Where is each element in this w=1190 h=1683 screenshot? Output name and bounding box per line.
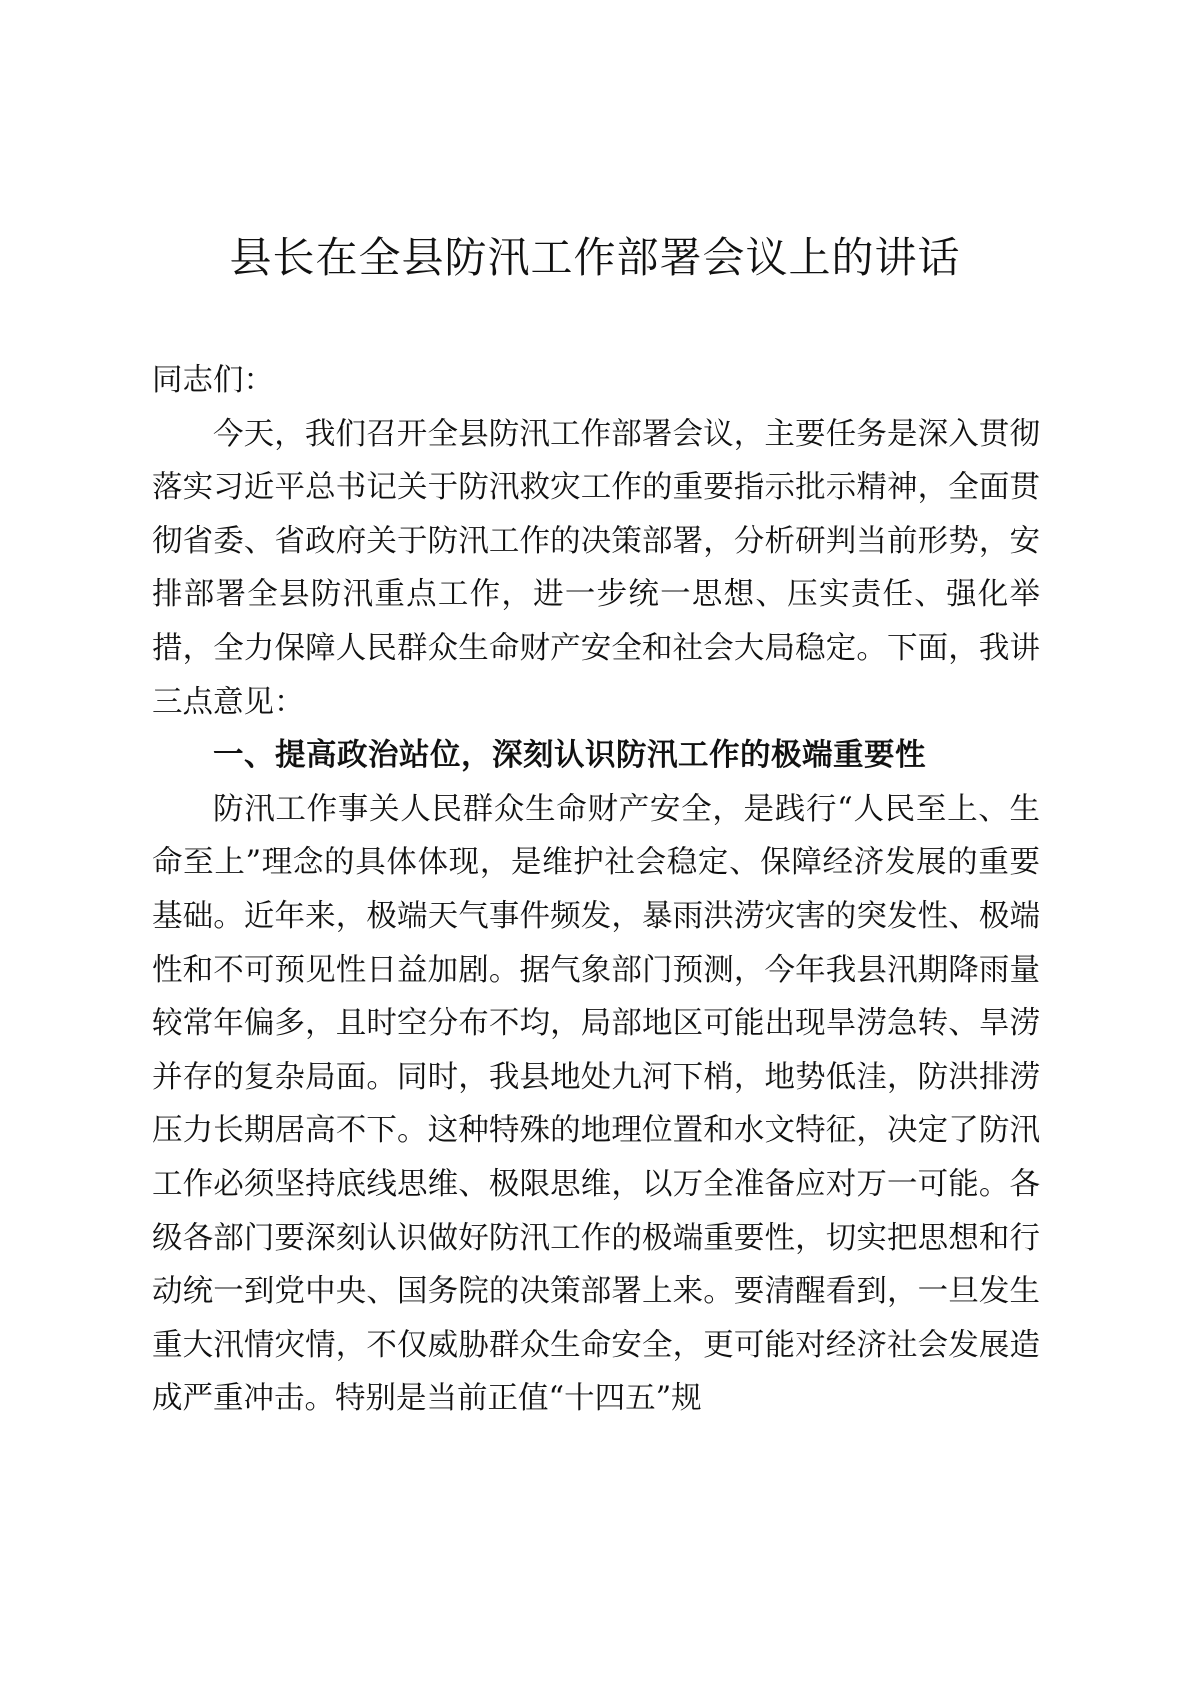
document-body: [152, 354, 1040, 1426]
section-1-paragraph: 防汛工作事关人民群众生命财产安全，是践行“人民至上、生命至上”理念的具体体现，是维护社会稳定、保障经济发展的重要基础。近年来，极端天气事件频发，暴雨洪涝灾害的突发性、极端性和不可预见性日益加剧。据气象部门预测，今年我县汛期降雨量较常年偏多，且时空分布不均，局部地区可能出现旱涝急转、旱涝并存的复杂局面。同时，我县地处九河下梢，地势低洼，防洪排涝压力长期居高不下。这种特殊的地理位置和水文特征，决定了防汛工作必须坚持底线思维、极限思维，以万全准备应对万一可能。各级各部门要深刻认识做好防汛工作的极端重要性，切实把思想和行动统一到党中央、国务院的决策部署上来。要清醒看到，一旦发生重大汛情灾情，不仅威胁群众生命安全，更可能对经济社会发展造成严重冲击。特别是当前正值“十四五”规: [152, 791, 1040, 1417]
document-title: 县长在全县防汛工作部署会议上的讲话: [229, 233, 961, 282]
section-heading-1: 一、提高政治站位，深刻认识防汛工作的极端重要性: [213, 738, 926, 774]
intro-paragraph: 今天，我们召开全县防汛工作部署会议，主要任务是深入贯彻落实习近平总书记关于防汛救灾工作的重要指示批示精神，全面贯彻省委、省政府关于防汛工作的决策部署，分析研判当前形势，安排部署全县防汛重点工作，进一步统一思想、压实责任、强化举措，全力保障人民群众生命财产安全和社会大局稳定。下面，我讲三点意见：: [152, 416, 1040, 720]
salutation: 同志们：: [152, 363, 274, 398]
